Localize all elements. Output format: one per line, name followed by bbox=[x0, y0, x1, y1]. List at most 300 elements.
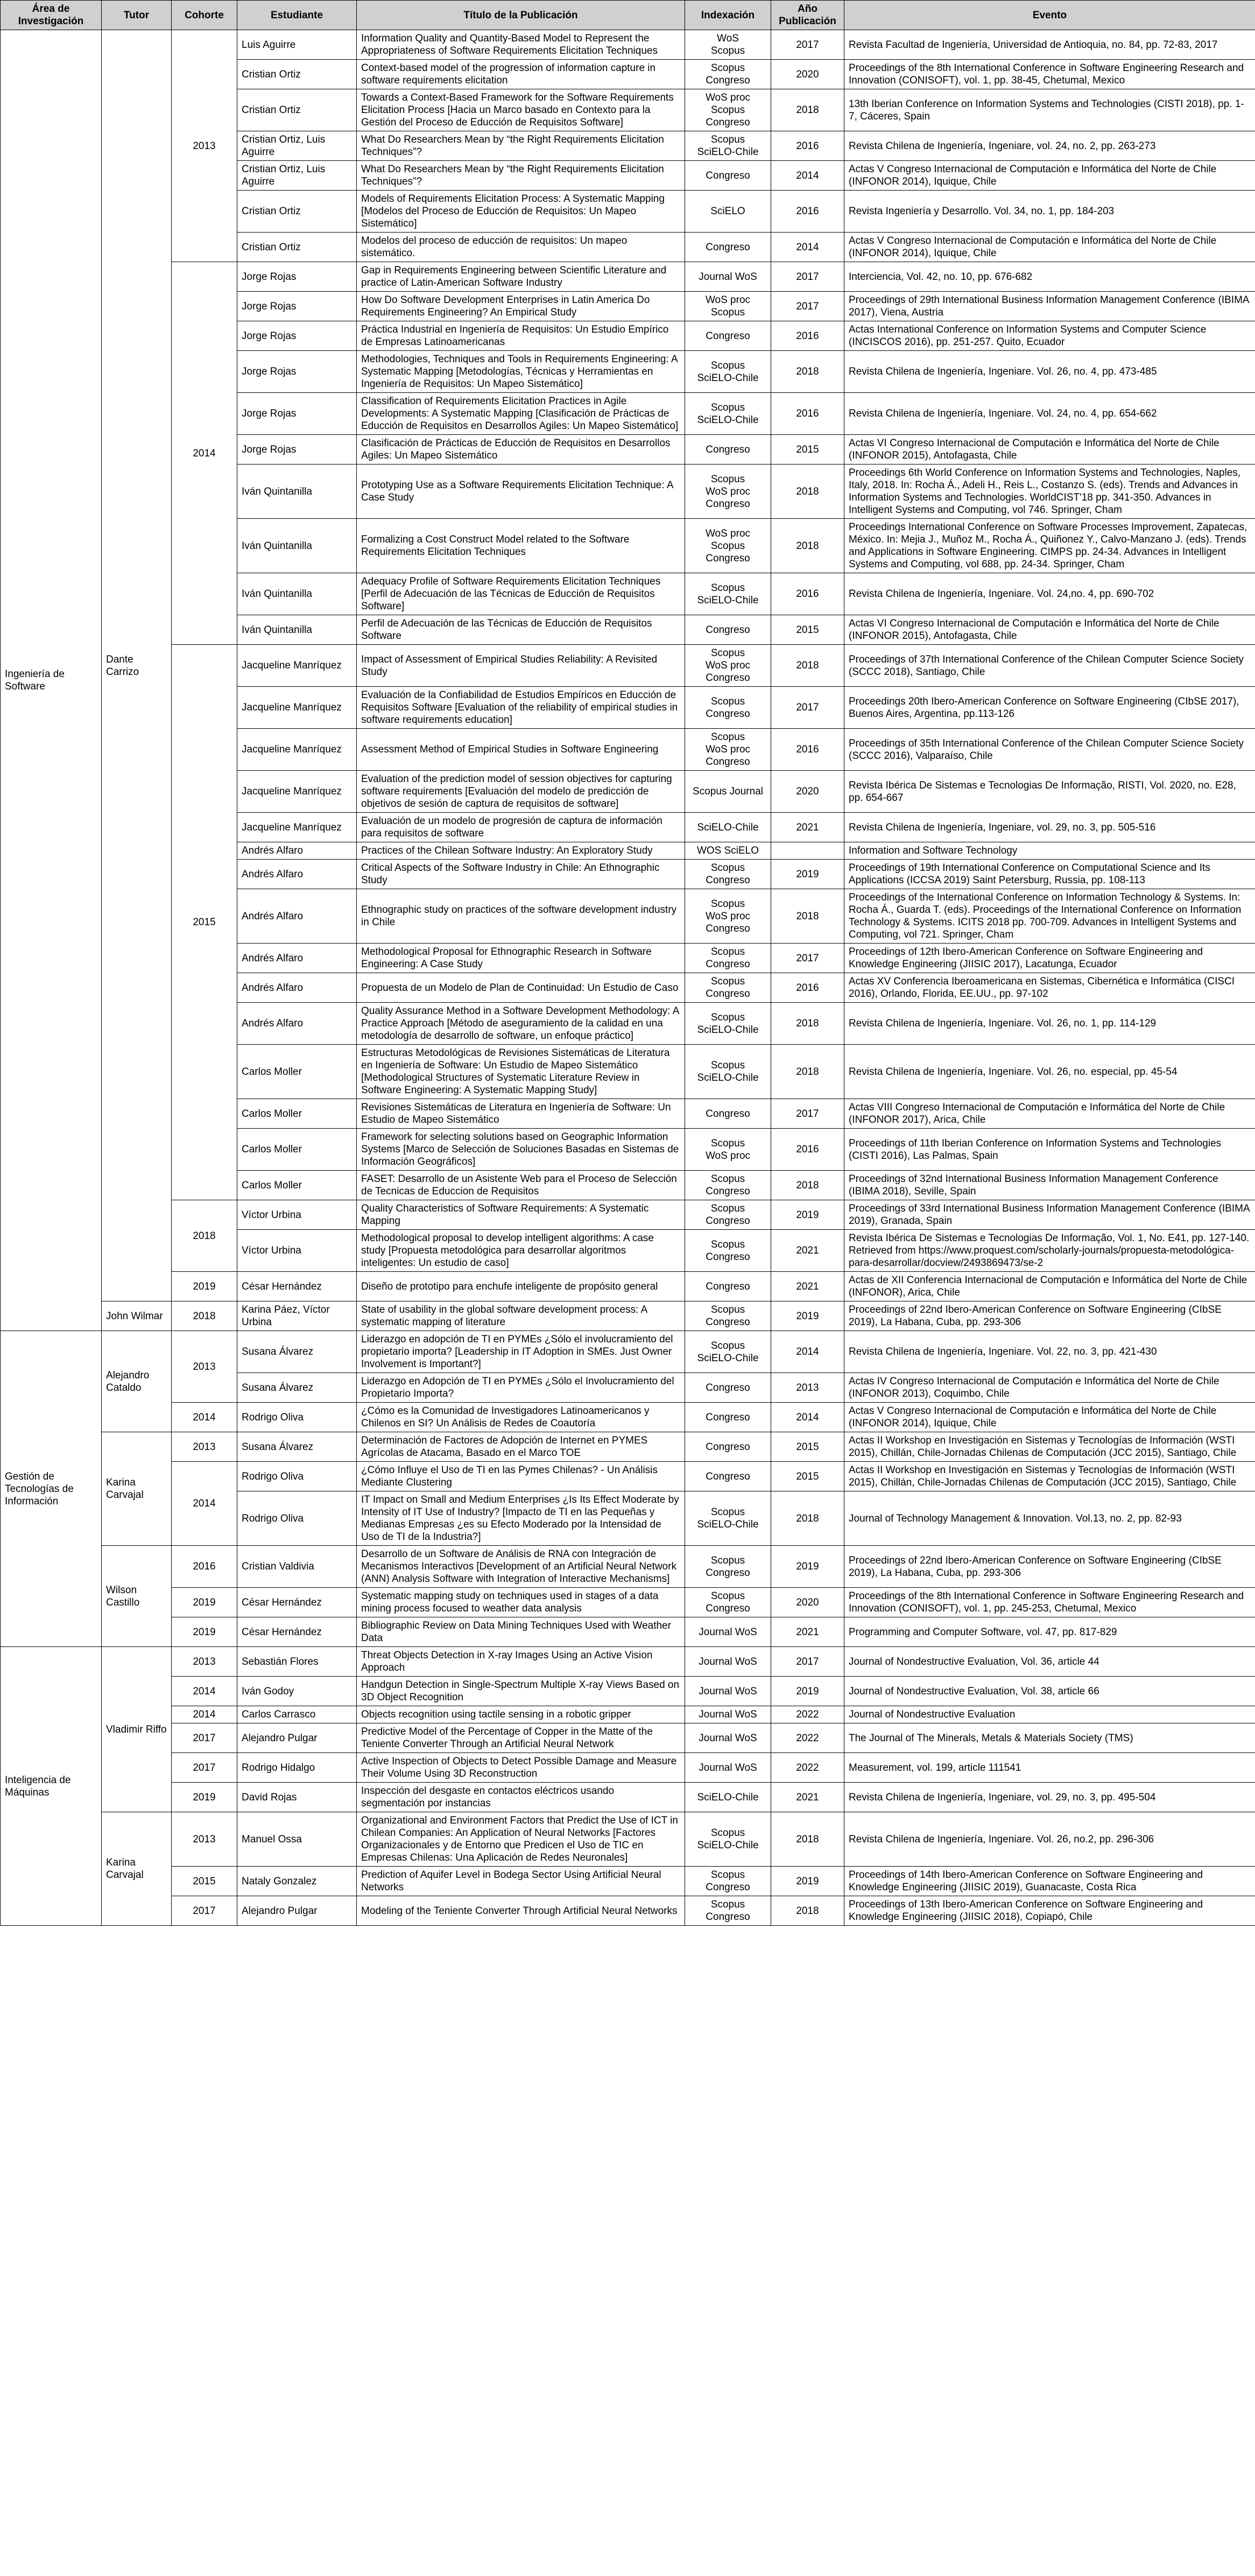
student-cell: David Rojas bbox=[237, 1783, 357, 1812]
student-cell: Jacqueline Manríquez bbox=[237, 771, 357, 813]
title-cell: Liderazgo en Adopción de TI en PYMEs ¿Sólo el Involucramiento del Propietario Importa? bbox=[357, 1373, 685, 1403]
indexation-cell: Congreso bbox=[685, 1099, 771, 1129]
event-cell: Revista Chilena de Ingeniería, Ingeniare, vol. 29, no. 3, pp. 505-516 bbox=[844, 813, 1255, 842]
title-cell: Context-based model of the progression of information capture in software requirements elicitation bbox=[357, 60, 685, 89]
event-cell: Revista Chilena de Ingeniería, Ingeniare, vol. 29, no. 3, pp. 495-504 bbox=[844, 1783, 1255, 1812]
indexation-cell: Congreso bbox=[685, 1272, 771, 1301]
student-cell: Jorge Rojas bbox=[237, 435, 357, 464]
pub-year-cell: 2017 bbox=[771, 944, 844, 973]
title-cell: Information Quality and Quantity-Based Model to Represent the Appropriateness of Software Requirements Elicitation Techniques bbox=[357, 30, 685, 60]
table-row bbox=[1, 1200, 1255, 1230]
event-cell: Actas IV Congreso Internacional de Computación e Informática del Norte de Chile (INFONOR 2013), Coquimbo, Chile bbox=[844, 1373, 1255, 1403]
title-cell: Propuesta de un Modelo de Plan de Continuidad: Un Estudio de Caso bbox=[357, 973, 685, 1003]
pub-year-cell: 2018 bbox=[771, 519, 844, 573]
title-cell: Diseño de prototipo para enchufe inteligente de propósito general bbox=[357, 1272, 685, 1301]
title-cell: Quality Characteristics of Software Requirements: A Systematic Mapping bbox=[357, 1200, 685, 1230]
event-cell: Actas International Conference on Information Systems and Computer Science (INCISCOS 2016), pp. 251-257. Quito, Ecuador bbox=[844, 321, 1255, 351]
pub-year-cell: 2016 bbox=[771, 1129, 844, 1171]
pub-year-cell: 2021 bbox=[771, 1617, 844, 1647]
title-cell: Predictive Model of the Percentage of Copper in the Matte of the Teniente Converter Through an Artificial Neural Network bbox=[357, 1723, 685, 1753]
pub-year-cell: 2022 bbox=[771, 1723, 844, 1753]
indexation-cell: Congreso bbox=[685, 615, 771, 645]
table-row bbox=[1, 262, 1255, 292]
indexation-cell: Scopus Congreso bbox=[685, 973, 771, 1003]
indexation-cell: Scopus Congreso bbox=[685, 1588, 771, 1617]
title-cell: What Do Researchers Mean by “the Right Requirements Elicitation Techniques”? bbox=[357, 161, 685, 191]
pub-year-cell: 2013 bbox=[771, 1373, 844, 1403]
pub-year-cell: 2018 bbox=[771, 351, 844, 393]
title-cell: Evaluación de un modelo de progresión de captura de información para requisitos de software bbox=[357, 813, 685, 842]
indexation-cell: Scopus SciELO-Chile bbox=[685, 131, 771, 161]
student-cell: Iván Godoy bbox=[237, 1677, 357, 1706]
event-cell: Revista Chilena de Ingeniería, Ingeniare. Vol. 22, no. 3, pp. 421-430 bbox=[844, 1331, 1255, 1373]
pub-year-cell: 2018 bbox=[771, 464, 844, 519]
area-cell: Inteligencia de Máquinas bbox=[1, 1647, 102, 1926]
cohort-cell: 2013 bbox=[172, 1331, 237, 1403]
event-cell: Proceedings of 13th Ibero-American Conference on Software Engineering and Knowledge Engineering (JIISIC 2018), Copiapó, Chile bbox=[844, 1896, 1255, 1926]
title-cell: Inspección del desgaste en contactos eléctricos usando segmentación por instancias bbox=[357, 1783, 685, 1812]
pub-year-cell: 2018 bbox=[771, 1896, 844, 1926]
title-cell: ¿Cómo es la Comunidad de Investigadores Latinoamericanos y Chilenos en SI? Un Análisis de Redes de Coautoría bbox=[357, 1403, 685, 1432]
event-cell: Revista Ibérica De Sistemas e Tecnologias De Informação, Vol. 1, No. E41, pp. 127-140. Retrieved from https://www.proquest.com/scholarly-journals/propuesta-metodológica-para-desarrollar/docview/2493869473/se-2 bbox=[844, 1230, 1255, 1272]
indexation-cell: Scopus SciELO-Chile bbox=[685, 1812, 771, 1867]
event-cell: Actas de XII Conferencia Internacional de Computación e Informática del Norte de Chile (INFONOR), Arica, Chile bbox=[844, 1272, 1255, 1301]
event-cell: Proceedings of the 8th International Conference in Software Engineering Research and Innovation (CONISOFT), vol. 1, pp. 245-253, Chetumal, Mexico bbox=[844, 1588, 1255, 1617]
event-cell: Proceedings 20th Ibero-American Conference on Software Engineering (CIbSE 2017), Buenos Aires, Argentina, pp.113-126 bbox=[844, 687, 1255, 729]
indexation-cell: Scopus Congreso bbox=[685, 1171, 771, 1200]
student-cell: Jacqueline Manríquez bbox=[237, 813, 357, 842]
indexation-cell: Congreso bbox=[685, 1373, 771, 1403]
indexation-cell: Journal WoS bbox=[685, 1647, 771, 1677]
cohort-cell: 2014 bbox=[172, 1677, 237, 1706]
title-cell: Modelos del proceso de educción de requisitos: Un mapeo sistemático. bbox=[357, 233, 685, 262]
indexation-cell: Scopus Congreso bbox=[685, 860, 771, 889]
title-cell: Evaluation of the prediction model of session objectives for capturing software requirements [Evaluación del modelo de predicción de objetivos de sesión de captura de requisitos de software] bbox=[357, 771, 685, 813]
student-cell: Luis Aguirre bbox=[237, 30, 357, 60]
title-cell: Gap in Requirements Engineering between Scientific Literature and practice of Latin-American Software Industry bbox=[357, 262, 685, 292]
cohort-cell: 2019 bbox=[172, 1617, 237, 1647]
student-cell: Sebastián Flores bbox=[237, 1647, 357, 1677]
student-cell: Jacqueline Manríquez bbox=[237, 645, 357, 687]
event-cell: Revista Chilena de Ingeniería, Ingeniare, vol. 24, no. 2, pp. 263-273 bbox=[844, 131, 1255, 161]
title-cell: Clasificación de Prácticas de Educción de Requisitos en Desarrollos Agiles: Un Mapeo Sistemático bbox=[357, 435, 685, 464]
event-cell: Measurement, vol. 199, article 111541 bbox=[844, 1753, 1255, 1783]
header-event: Evento bbox=[844, 1, 1255, 30]
header-row bbox=[1, 1, 1255, 30]
pub-year-cell: 2020 bbox=[771, 60, 844, 89]
pub-year-cell: 2017 bbox=[771, 262, 844, 292]
cohort-cell: 2018 bbox=[172, 1200, 237, 1272]
title-cell: Determinación de Factores de Adopción de Internet en PYMES Agrícolas de Atacama, Basado en el Marco TOE bbox=[357, 1432, 685, 1462]
student-cell: Alejandro Pulgar bbox=[237, 1896, 357, 1926]
student-cell: Cristian Valdivia bbox=[237, 1546, 357, 1588]
table-row bbox=[1, 1677, 1255, 1706]
pub-year-cell: 2014 bbox=[771, 1403, 844, 1432]
pub-year-cell: 2016 bbox=[771, 729, 844, 771]
indexation-cell: Scopus Congreso bbox=[685, 1230, 771, 1272]
indexation-cell: Congreso bbox=[685, 1432, 771, 1462]
pub-year-cell: 2019 bbox=[771, 1867, 844, 1896]
indexation-cell: Scopus WoS proc Congreso bbox=[685, 729, 771, 771]
cohort-cell: 2014 bbox=[172, 1462, 237, 1546]
area-cell: Gestión de Tecnologías de Información bbox=[1, 1331, 102, 1647]
event-cell: Actas II Workshop en Investigación en Sistemas y Tecnologías de Información (WSTI 2015), Chillán, Chile-Jornadas Chilenas de Computación (JCC 2015), Santiago, Chile bbox=[844, 1462, 1255, 1491]
table-row bbox=[1, 1331, 1255, 1373]
event-cell: The Journal of The Minerals, Metals & Materials Society (TMS) bbox=[844, 1723, 1255, 1753]
title-cell: Systematic mapping study on techniques used in stages of a data mining process focused to weather data analysis bbox=[357, 1588, 685, 1617]
pub-year-cell bbox=[771, 842, 844, 860]
indexation-cell: Journal WoS bbox=[685, 1706, 771, 1723]
title-cell: Modeling of the Teniente Converter Through Artificial Neural Networks bbox=[357, 1896, 685, 1926]
table-row bbox=[1, 1588, 1255, 1617]
indexation-cell: Scopus WoS proc Congreso bbox=[685, 645, 771, 687]
student-cell: Carlos Moller bbox=[237, 1171, 357, 1200]
indexation-cell: Journal WoS bbox=[685, 1753, 771, 1783]
pub-year-cell: 2014 bbox=[771, 1331, 844, 1373]
student-cell: Jorge Rojas bbox=[237, 321, 357, 351]
indexation-cell: Congreso bbox=[685, 1462, 771, 1491]
cohort-cell: 2015 bbox=[172, 645, 237, 1200]
pub-year-cell: 2019 bbox=[771, 860, 844, 889]
student-cell: Rodrigo Oliva bbox=[237, 1491, 357, 1546]
student-cell: Cristian Ortiz bbox=[237, 60, 357, 89]
student-cell: Jacqueline Manríquez bbox=[237, 729, 357, 771]
pub-year-cell: 2020 bbox=[771, 771, 844, 813]
student-cell: Susana Álvarez bbox=[237, 1331, 357, 1373]
title-cell: Methodological proposal to develop intelligent algorithms: A case study [Propuesta metodológica para desarrollar algoritmos inteligentes: Un estudio de caso] bbox=[357, 1230, 685, 1272]
title-cell: Formalizing a Cost Construct Model related to the Software Requirements Elicitation Techniques bbox=[357, 519, 685, 573]
cohort-cell: 2013 bbox=[172, 1812, 237, 1867]
student-cell: Andrés Alfaro bbox=[237, 973, 357, 1003]
pub-year-cell: 2014 bbox=[771, 161, 844, 191]
pub-year-cell: 2019 bbox=[771, 1546, 844, 1588]
event-cell: Journal of Technology Management & Innovation. Vol.13, no. 2, pp. 82-93 bbox=[844, 1491, 1255, 1546]
tutor-cell: Alejandro Cataldo bbox=[102, 1331, 172, 1432]
tutor-cell: John Wilmar bbox=[102, 1301, 172, 1331]
table-row bbox=[1, 1896, 1255, 1926]
indexation-cell: Journal WoS bbox=[685, 1677, 771, 1706]
event-cell: Actas VI Congreso Internacional de Computación e Informática del Norte de Chile (INFONOR 2015), Antofagasta, Chile bbox=[844, 615, 1255, 645]
pub-year-cell: 2018 bbox=[771, 645, 844, 687]
indexation-cell: Scopus Congreso bbox=[685, 1896, 771, 1926]
indexation-cell: SciELO-Chile bbox=[685, 813, 771, 842]
event-cell: Proceedings of 14th Ibero-American Conference on Software Engineering and Knowledge Engineering (JIISIC 2019), Guanacaste, Costa Rica bbox=[844, 1867, 1255, 1896]
student-cell: Cristian Ortiz, Luis Aguirre bbox=[237, 161, 357, 191]
title-cell: Bibliographic Review on Data Mining Techniques Used with Weather Data bbox=[357, 1617, 685, 1647]
title-cell: State of usability in the global software development process: A systematic mapping of literature bbox=[357, 1301, 685, 1331]
pub-year-cell: 2018 bbox=[771, 889, 844, 944]
table-row bbox=[1, 1617, 1255, 1647]
header-indexation: Indexación bbox=[685, 1, 771, 30]
title-cell: Objects recognition using tactile sensing in a robotic gripper bbox=[357, 1706, 685, 1723]
event-cell: Information and Software Technology bbox=[844, 842, 1255, 860]
student-cell: Andrés Alfaro bbox=[237, 1003, 357, 1045]
title-cell: Impact of Assessment of Empirical Studies Reliability: A Revisited Study bbox=[357, 645, 685, 687]
indexation-cell: SciELO bbox=[685, 191, 771, 233]
cohort-cell: 2019 bbox=[172, 1783, 237, 1812]
indexation-cell: Scopus WoS proc Congreso bbox=[685, 464, 771, 519]
event-cell: Revista Chilena de Ingeniería, Ingeniare. Vol. 26, no. especial, pp. 45-54 bbox=[844, 1045, 1255, 1099]
cohort-cell: 2014 bbox=[172, 1403, 237, 1432]
title-cell: Practices of the Chilean Software Industry: An Exploratory Study bbox=[357, 842, 685, 860]
indexation-cell: Scopus SciELO-Chile bbox=[685, 1491, 771, 1546]
event-cell: Actas V Congreso Internacional de Computación e Informática del Norte de Chile (INFONOR 2014), Iquique, Chile bbox=[844, 233, 1255, 262]
event-cell: Revista Ingeniería y Desarrollo. Vol. 34, no. 1, pp. 184-203 bbox=[844, 191, 1255, 233]
title-cell: Liderazgo en adopción de TI en PYMEs ¿Sólo el involucramiento del propietario importa? [Leadership in IT Adoption in SMEs. Just Owner Involvement is Important?] bbox=[357, 1331, 685, 1373]
tutor-cell: Karina Carvajal bbox=[102, 1432, 172, 1546]
event-cell: Interciencia, Vol. 42, no. 10, pp. 676-682 bbox=[844, 262, 1255, 292]
table-row bbox=[1, 30, 1255, 60]
student-cell: Rodrigo Oliva bbox=[237, 1403, 357, 1432]
indexation-cell: SciELO-Chile bbox=[685, 1783, 771, 1812]
indexation-cell: Scopus WoS proc Congreso bbox=[685, 889, 771, 944]
event-cell: Proceedings of 29th International Business Information Management Conference (IBIMA 2017), Viena, Austria bbox=[844, 292, 1255, 321]
title-cell: FASET: Desarrollo de un Asistente Web para el Proceso de Selección de Tecnicas de Educcion de Requisitos bbox=[357, 1171, 685, 1200]
cohort-cell: 2014 bbox=[172, 262, 237, 645]
pub-year-cell: 2015 bbox=[771, 1462, 844, 1491]
indexation-cell: Congreso bbox=[685, 233, 771, 262]
indexation-cell: Scopus SciELO-Chile bbox=[685, 1045, 771, 1099]
table-row bbox=[1, 1301, 1255, 1331]
pub-year-cell: 2015 bbox=[771, 615, 844, 645]
event-cell: Proceedings of 22nd Ibero-American Conference on Software Engineering (CIbSE 2019), La Habana, Cuba, pp. 293-306 bbox=[844, 1546, 1255, 1588]
header-pub-year: Año Publicación bbox=[771, 1, 844, 30]
table-body bbox=[1, 30, 1255, 1926]
event-cell: Proceedings of 37th International Conference of the Chilean Computer Science Society (SCCC 2018), Santiago, Chile bbox=[844, 645, 1255, 687]
title-cell: Towards a Context-Based Framework for the Software Requirements Elicitation Process [Hacia un Marco basado en Contexto para la Gestión del Proceso de Educción de Requisitos Software] bbox=[357, 89, 685, 131]
indexation-cell: Scopus Congreso bbox=[685, 1301, 771, 1331]
tutor-cell: Wilson Castillo bbox=[102, 1546, 172, 1647]
event-cell: Proceedings of the 8th International Conference in Software Engineering Research and Innovation (CONISOFT), vol. 1, pp. 38-45, Chetumal, Mexico bbox=[844, 60, 1255, 89]
title-cell: Estructuras Metodológicas de Revisiones Sistemáticas de Literatura en Ingeniería de Software: Un Estudio de Mapeo Sistemático [Methodological Structures of Systematic Literature Review in Software Engineering: A Systematic Mapping Study] bbox=[357, 1045, 685, 1099]
indexation-cell: Journal WoS bbox=[685, 1617, 771, 1647]
title-cell: Quality Assurance Method in a Software Development Methodology: A Practice Approach [Método de aseguramiento de la calidad en una metodología de desarrollo de software, un enfoque práctico] bbox=[357, 1003, 685, 1045]
pub-year-cell: 2017 bbox=[771, 30, 844, 60]
event-cell: Revista Chilena de Ingeniería, Ingeniare. Vol. 24, no. 4, pp. 654-662 bbox=[844, 393, 1255, 435]
cohort-cell: 2013 bbox=[172, 30, 237, 262]
event-cell: Proceedings of 22nd Ibero-American Conference on Software Engineering (CIbSE 2019), La Habana, Cuba, pp. 293-306 bbox=[844, 1301, 1255, 1331]
title-cell: Framework for selecting solutions based on Geographic Information Systems [Marco de Selección de Soluciones Basadas en Sistemas de Información Geográficos] bbox=[357, 1129, 685, 1171]
student-cell: Carlos Moller bbox=[237, 1099, 357, 1129]
student-cell: Iván Quintanilla bbox=[237, 464, 357, 519]
indexation-cell: WoS proc Scopus Congreso bbox=[685, 89, 771, 131]
indexation-cell: Scopus Congreso bbox=[685, 944, 771, 973]
indexation-cell: Congreso bbox=[685, 435, 771, 464]
header-cohort: Cohorte bbox=[172, 1, 237, 30]
title-cell: Perfil de Adecuación de las Técnicas de Educción de Requisitos Software bbox=[357, 615, 685, 645]
cohort-cell: 2017 bbox=[172, 1723, 237, 1753]
title-cell: Prototyping Use as a Software Requirements Elicitation Technique: A Case Study bbox=[357, 464, 685, 519]
student-cell: Jorge Rojas bbox=[237, 292, 357, 321]
title-cell: Práctica Industrial en Ingeniería de Requisitos: Un Estudio Empírico de Empresas Latinoamericanas bbox=[357, 321, 685, 351]
cohort-cell: 2016 bbox=[172, 1546, 237, 1588]
student-cell: Andrés Alfaro bbox=[237, 860, 357, 889]
event-cell: Proceedings of 12th Ibero-American Conference on Software Engineering and Knowledge Engineering (JIISIC 2017), Lacatunga, Ecuador bbox=[844, 944, 1255, 973]
event-cell: Proceedings of 33rd International Business Information Management Conference (IBIMA 2019), Granada, Spain bbox=[844, 1200, 1255, 1230]
student-cell: Cristian Ortiz bbox=[237, 191, 357, 233]
pub-year-cell: 2022 bbox=[771, 1753, 844, 1783]
table-row bbox=[1, 645, 1255, 687]
table-row bbox=[1, 1432, 1255, 1462]
table-row bbox=[1, 1723, 1255, 1753]
event-cell: Revista Facultad de Ingeniería, Universidad de Antioquia, no. 84, pp. 72-83, 2017 bbox=[844, 30, 1255, 60]
area-cell: Ingeniería de Software bbox=[1, 30, 102, 1331]
pub-year-cell: 2016 bbox=[771, 131, 844, 161]
pub-year-cell: 2018 bbox=[771, 1491, 844, 1546]
pub-year-cell: 2019 bbox=[771, 1677, 844, 1706]
student-cell: Jorge Rojas bbox=[237, 351, 357, 393]
title-cell: Evaluación de la Confiabilidad de Estudios Empíricos en Educción de Requisitos Software [Evaluation of the reliability of empirical studies in software requirements education] bbox=[357, 687, 685, 729]
cohort-cell: 2015 bbox=[172, 1867, 237, 1896]
pub-year-cell: 2020 bbox=[771, 1588, 844, 1617]
student-cell: Cristian Ortiz, Luis Aguirre bbox=[237, 131, 357, 161]
header-area: Área de Investigación bbox=[1, 1, 102, 30]
indexation-cell: WoS proc Scopus Congreso bbox=[685, 519, 771, 573]
pub-year-cell: 2016 bbox=[771, 393, 844, 435]
event-cell: Revista Chilena de Ingeniería, Ingeniare. Vol. 26, no. 1, pp. 114-129 bbox=[844, 1003, 1255, 1045]
indexation-cell: Scopus SciELO-Chile bbox=[685, 1003, 771, 1045]
pub-year-cell: 2018 bbox=[771, 1003, 844, 1045]
title-cell: Methodological Proposal for Ethnographic Research in Software Engineering: A Case Study bbox=[357, 944, 685, 973]
cohort-cell: 2018 bbox=[172, 1301, 237, 1331]
cohort-cell: 2019 bbox=[172, 1588, 237, 1617]
indexation-cell: Scopus Congreso bbox=[685, 1200, 771, 1230]
pub-year-cell: 2016 bbox=[771, 191, 844, 233]
student-cell: Manuel Ossa bbox=[237, 1812, 357, 1867]
table-row bbox=[1, 1753, 1255, 1783]
table-row bbox=[1, 1272, 1255, 1301]
event-cell: Proceedings 6th World Conference on Information Systems and Technologies, Naples, Italy, 2018. In: Rocha Á., Adeli H., Reis L., Costanzo S. (eds). Trends and Advances in Information Systems and Technologies. WorldCIST'18 pp. 341-350. Advances in Intelligent Systems and Computing, vol 746. Springer, Cham bbox=[844, 464, 1255, 519]
student-cell: Carlos Moller bbox=[237, 1129, 357, 1171]
pub-year-cell: 2015 bbox=[771, 1432, 844, 1462]
pub-year-cell: 2019 bbox=[771, 1200, 844, 1230]
title-cell: Critical Aspects of the Software Industry in Chile: An Ethnographic Study bbox=[357, 860, 685, 889]
indexation-cell: Scopus Congreso bbox=[685, 60, 771, 89]
event-cell: Proceedings of 35th International Conference of the Chilean Computer Science Society (SCCC 2016), Valparaíso, Chile bbox=[844, 729, 1255, 771]
event-cell: Journal of Nondestructive Evaluation, Vol. 38, article 66 bbox=[844, 1677, 1255, 1706]
title-cell: How Do Software Development Enterprises in Latin America Do Requirements Engineering? An Empirical Study bbox=[357, 292, 685, 321]
student-cell: Andrés Alfaro bbox=[237, 944, 357, 973]
student-cell: Víctor Urbina bbox=[237, 1230, 357, 1272]
student-cell: Iván Quintanilla bbox=[237, 519, 357, 573]
student-cell: Karina Páez, Víctor Urbina bbox=[237, 1301, 357, 1331]
indexation-cell: Congreso bbox=[685, 321, 771, 351]
indexation-cell: Scopus WoS proc bbox=[685, 1129, 771, 1171]
student-cell: Cristian Ortiz bbox=[237, 89, 357, 131]
pub-year-cell: 2016 bbox=[771, 573, 844, 615]
pub-year-cell: 2021 bbox=[771, 1783, 844, 1812]
pub-year-cell: 2015 bbox=[771, 435, 844, 464]
pub-year-cell: 2018 bbox=[771, 89, 844, 131]
pub-year-cell: 2016 bbox=[771, 321, 844, 351]
indexation-cell: Scopus Congreso bbox=[685, 687, 771, 729]
student-cell: Jorge Rojas bbox=[237, 262, 357, 292]
student-cell: Iván Quintanilla bbox=[237, 615, 357, 645]
indexation-cell: Journal WoS bbox=[685, 1723, 771, 1753]
indexation-cell: Scopus Journal bbox=[685, 771, 771, 813]
pub-year-cell: 2018 bbox=[771, 1812, 844, 1867]
title-cell: Ethnographic study on practices of the software development industry in Chile bbox=[357, 889, 685, 944]
cohort-cell: 2013 bbox=[172, 1432, 237, 1462]
student-cell: César Hernández bbox=[237, 1588, 357, 1617]
title-cell: Organizational and Environment Factors that Predict the Use of ICT in Chilean Companies: An Application of Neural Networks [Factores Organizacionales y de Entorno que Predicen el Uso de TIC en Empresas Chilenas: Una Aplicación de Redes Neuronales] bbox=[357, 1812, 685, 1867]
indexation-cell: Congreso bbox=[685, 161, 771, 191]
cohort-cell: 2014 bbox=[172, 1706, 237, 1723]
pub-year-cell: 2016 bbox=[771, 973, 844, 1003]
indexation-cell: Congreso bbox=[685, 1403, 771, 1432]
pub-year-cell: 2021 bbox=[771, 1230, 844, 1272]
indexation-cell: Scopus Congreso bbox=[685, 1867, 771, 1896]
event-cell: Proceedings of 19th International Conference on Computational Science and Its Applications (ICCSA 2019) Saint Petersburg, Russia, pp. 108-113 bbox=[844, 860, 1255, 889]
student-cell: Rodrigo Oliva bbox=[237, 1462, 357, 1491]
title-cell: What Do Researchers Mean by “the Right Requirements Elicitation Techniques”? bbox=[357, 131, 685, 161]
student-cell: César Hernández bbox=[237, 1272, 357, 1301]
title-cell: Methodologies, Techniques and Tools in Requirements Engineering: A Systematic Mapping [Metodologías, Técnicas y Herramientas en Ingeniería de Requisitos: Un Mapeo Sistemático] bbox=[357, 351, 685, 393]
pub-year-cell: 2017 bbox=[771, 687, 844, 729]
student-cell: Jacqueline Manríquez bbox=[237, 687, 357, 729]
event-cell: Revista Chilena de Ingeniería, Ingeniare. Vol. 26, no.2, pp. 296-306 bbox=[844, 1812, 1255, 1867]
pub-year-cell: 2022 bbox=[771, 1706, 844, 1723]
table-row bbox=[1, 1812, 1255, 1867]
title-cell: Prediction of Aquifer Level in Bodega Sector Using Artificial Neural Networks bbox=[357, 1867, 685, 1896]
pub-year-cell: 2018 bbox=[771, 1045, 844, 1099]
pub-year-cell: 2019 bbox=[771, 1301, 844, 1331]
title-cell: Models of Requirements Elicitation Process: A Systematic Mapping [Modelos del Proceso de Educción de Requisitos: Un Mapeo Sistemático] bbox=[357, 191, 685, 233]
indexation-cell: Scopus SciELO-Chile bbox=[685, 1331, 771, 1373]
event-cell: Proceedings of the International Conference on Information Technology & Systems. In: Rocha Á., Guarda T. (eds). Proceedings of the International Conference on Information Technology & Systems. ICITS 2018 pp. 700-709. Advances in Intelligent Systems and Computing, vol 721. Springer, Cham bbox=[844, 889, 1255, 944]
student-cell: Carlos Moller bbox=[237, 1045, 357, 1099]
title-cell: ¿Cómo Influye el Uso de TI en las Pymes Chilenas? - Un Análisis Mediante Clustering bbox=[357, 1462, 685, 1491]
event-cell: Proceedings of 11th Iberian Conference on Information Systems and Technologies (CISTI 2016), Las Palmas, Spain bbox=[844, 1129, 1255, 1171]
event-cell: Programming and Computer Software, vol. 47, pp. 817-829 bbox=[844, 1617, 1255, 1647]
indexation-cell: WoS proc Scopus bbox=[685, 292, 771, 321]
pub-year-cell: 2017 bbox=[771, 1647, 844, 1677]
indexation-cell: WOS SciELO bbox=[685, 842, 771, 860]
event-cell: Proceedings of 32nd International Business Information Management Conference (IBIMA 2018), Seville, Spain bbox=[844, 1171, 1255, 1200]
event-cell: Actas V Congreso Internacional de Computación e Informática del Norte de Chile (INFONOR 2014), Iquique, Chile bbox=[844, 161, 1255, 191]
indexation-cell: Scopus SciELO-Chile bbox=[685, 573, 771, 615]
student-cell: Susana Álvarez bbox=[237, 1373, 357, 1403]
student-cell: Susana Álvarez bbox=[237, 1432, 357, 1462]
tutor-cell: Dante Carrizo bbox=[102, 30, 172, 1301]
table-row bbox=[1, 1706, 1255, 1723]
table-row bbox=[1, 1462, 1255, 1491]
event-cell: 13th Iberian Conference on Information Systems and Technologies (CISTI 2018), pp. 1-7, Cáceres, Spain bbox=[844, 89, 1255, 131]
event-cell: Actas VIII Congreso Internacional de Computación e Informática del Norte de Chile (INFONOR 2017), Arica, Chile bbox=[844, 1099, 1255, 1129]
table-row bbox=[1, 1647, 1255, 1677]
event-cell: Actas V Congreso Internacional de Computación e Informática del Norte de Chile (INFONOR 2014), Iquique, Chile bbox=[844, 1403, 1255, 1432]
event-cell: Revista Chilena de Ingeniería, Ingeniare. Vol. 26, no. 4, pp. 473-485 bbox=[844, 351, 1255, 393]
student-cell: Alejandro Pulgar bbox=[237, 1723, 357, 1753]
pub-year-cell: 2021 bbox=[771, 813, 844, 842]
pub-year-cell: 2017 bbox=[771, 1099, 844, 1129]
student-cell: Carlos Carrasco bbox=[237, 1706, 357, 1723]
student-cell: Jorge Rojas bbox=[237, 393, 357, 435]
title-cell: Revisiones Sistemáticas de Literatura en Ingeniería de Software: Un Estudio de Mapeo Sistemático bbox=[357, 1099, 685, 1129]
event-cell: Actas II Workshop en Investigación en Sistemas y Tecnologías de Información (WSTI 2015), Chillán, Chile-Jornadas Chilenas de Computación (JCC 2015), Santiago, Chile bbox=[844, 1432, 1255, 1462]
title-cell: Classification of Requirements Elicitation Practices in Agile Developments: A Systematic Mapping [Clasificación de Prácticas de Educción de Requisitos en Desarrollos Agiles: Un Mapeo Sistemático] bbox=[357, 393, 685, 435]
event-cell: Actas XV Conferencia Iberoamericana en Sistemas, Cibernética e Informática (CISCI 2016), Orlando, Florida, EE.UU., pp. 97-102 bbox=[844, 973, 1255, 1003]
indexation-cell: Journal WoS bbox=[685, 262, 771, 292]
header-tutor: Tutor bbox=[102, 1, 172, 30]
event-cell: Journal of Nondestructive Evaluation bbox=[844, 1706, 1255, 1723]
student-cell: Andrés Alfaro bbox=[237, 842, 357, 860]
title-cell: Adequacy Profile of Software Requirements Elicitation Techniques [Perfil de Adecuación de las Técnicas de Educción de Requisitos Software] bbox=[357, 573, 685, 615]
cohort-cell: 2017 bbox=[172, 1896, 237, 1926]
pub-year-cell: 2018 bbox=[771, 1171, 844, 1200]
pub-year-cell: 2021 bbox=[771, 1272, 844, 1301]
student-cell: Iván Quintanilla bbox=[237, 573, 357, 615]
